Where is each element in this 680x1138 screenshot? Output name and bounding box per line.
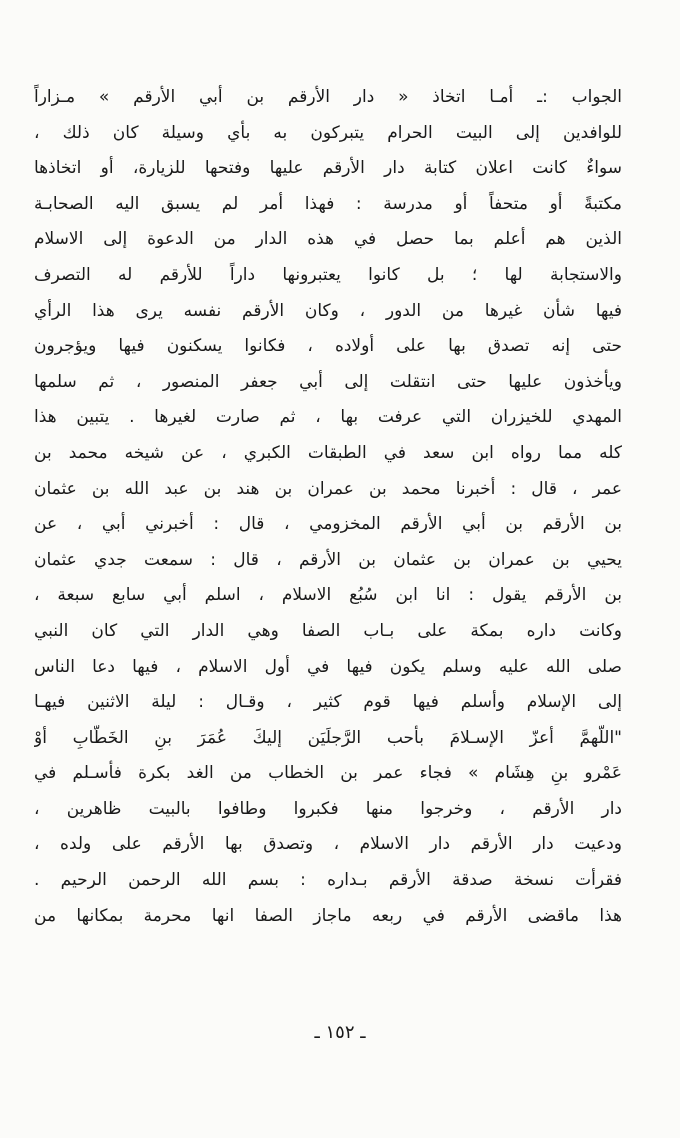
text-line: سواءٌ كانت اعلان كتابة دار الأرقم عليها وفتحها للزيارة، أو اتخاذها <box>34 158 622 179</box>
text-line: عمر ، قال : أخبرنا محمد بن عمران بن هند بن عبد الله بن عثمان <box>34 478 622 499</box>
text-line: دار الأرقم ، وخرجوا منها فكبروا وطافوا بالبيت ظاهرين ، <box>34 798 622 819</box>
text-line: المهدي للخيزران التي عرفت بها ، ثم صارت لغيرها . يتبين هذا <box>34 407 622 428</box>
text-line: حتى إنه تصدق بها على أولاده ، فكانوا يسكنون فيها ويؤجرون <box>34 336 622 357</box>
text-line: والاستجابة لها ؛ بل كانوا يعتبرونها داراً للأرقم له التصرف <box>34 264 622 285</box>
text-line: "اللّهمَّ أعزّ الإسـلامَ بأحب الرَّجلَيَن إليكَ عُمَرَ بنِ الخَطّابِ أوْ <box>34 727 622 748</box>
text-line: كله مما رواه ابن سعد في الطبقات الكبري ، عن شيخه محمد بن <box>34 442 622 463</box>
page-number: ـ ١٥٢ ـ <box>314 1022 366 1043</box>
text-line: عَمْرو بنِ هِشَام » فجاء عمر بن الخطاب من الغد بكرة فأسـلم في <box>34 763 622 784</box>
text-line: فيها شأن غيرها من الدور ، وكان الأرقم نفسه يرى هذا الرأي <box>34 300 622 321</box>
text-line: مكتبةً أو متحفاً أو مدرسة : فهذا أمر لم يسبق اليه الصحابـة <box>34 193 622 214</box>
text-line: هذا ماقضى الأرقم في ربعه ماجاز الصفا انها محرمة بمكانها من <box>34 905 622 926</box>
text-line: يحيي بن عمران بن عثمان بن الأرقم ، قال : سمعت جدي عثمان <box>34 549 622 570</box>
text-line: بن الأرقم بن أبي الأرقم المخزومي ، قال : أخبرني أبي ، عن <box>34 514 622 535</box>
text-line: إلى الإسلام وأسلم فيها قوم كثير ، وقـال : ليلة الاثنين فيهـا <box>34 692 622 713</box>
text-line: ودعيت دار الأرقم دار الاسلام ، وتصدق بها الأرقم على ولده ، <box>34 834 622 855</box>
text-line: فقرأت نسخة صدقة الأرقم بـداره : بسم الله الرحمن الرحيم . <box>34 870 622 891</box>
body-text <box>34 80 622 934</box>
text-line: صلى الله عليه وسلم يكون فيها في أول الاسلام ، فيها دعا الناس <box>34 656 622 677</box>
text-line: الذين هم أعلم بما حصل في هذه الدار من الدعوة إلى الاسلام <box>34 229 622 250</box>
text-line: وكانت داره بمكة على بـاب الصفا وهي الدار التي كان النبي <box>34 620 622 641</box>
text-line: الجواب :ـ أمـا اتخاذ « دار الأرقم بن أبي الأرقم » مـزاراً <box>34 87 622 107</box>
text-line: بن الأرقم يقول : انا ابن سُبُع الاسلام ، اسلم أبي سابع سبعة ، <box>34 585 622 606</box>
text-line: ويأخذون عليها حتى انتقلت إلى أبي جعفر المنصور ، ثم سلمها <box>34 371 622 392</box>
text-line: للوافدين إلى البيت الحرام يتبركون به بأي وسيلة كان ذلك ، <box>34 122 622 143</box>
